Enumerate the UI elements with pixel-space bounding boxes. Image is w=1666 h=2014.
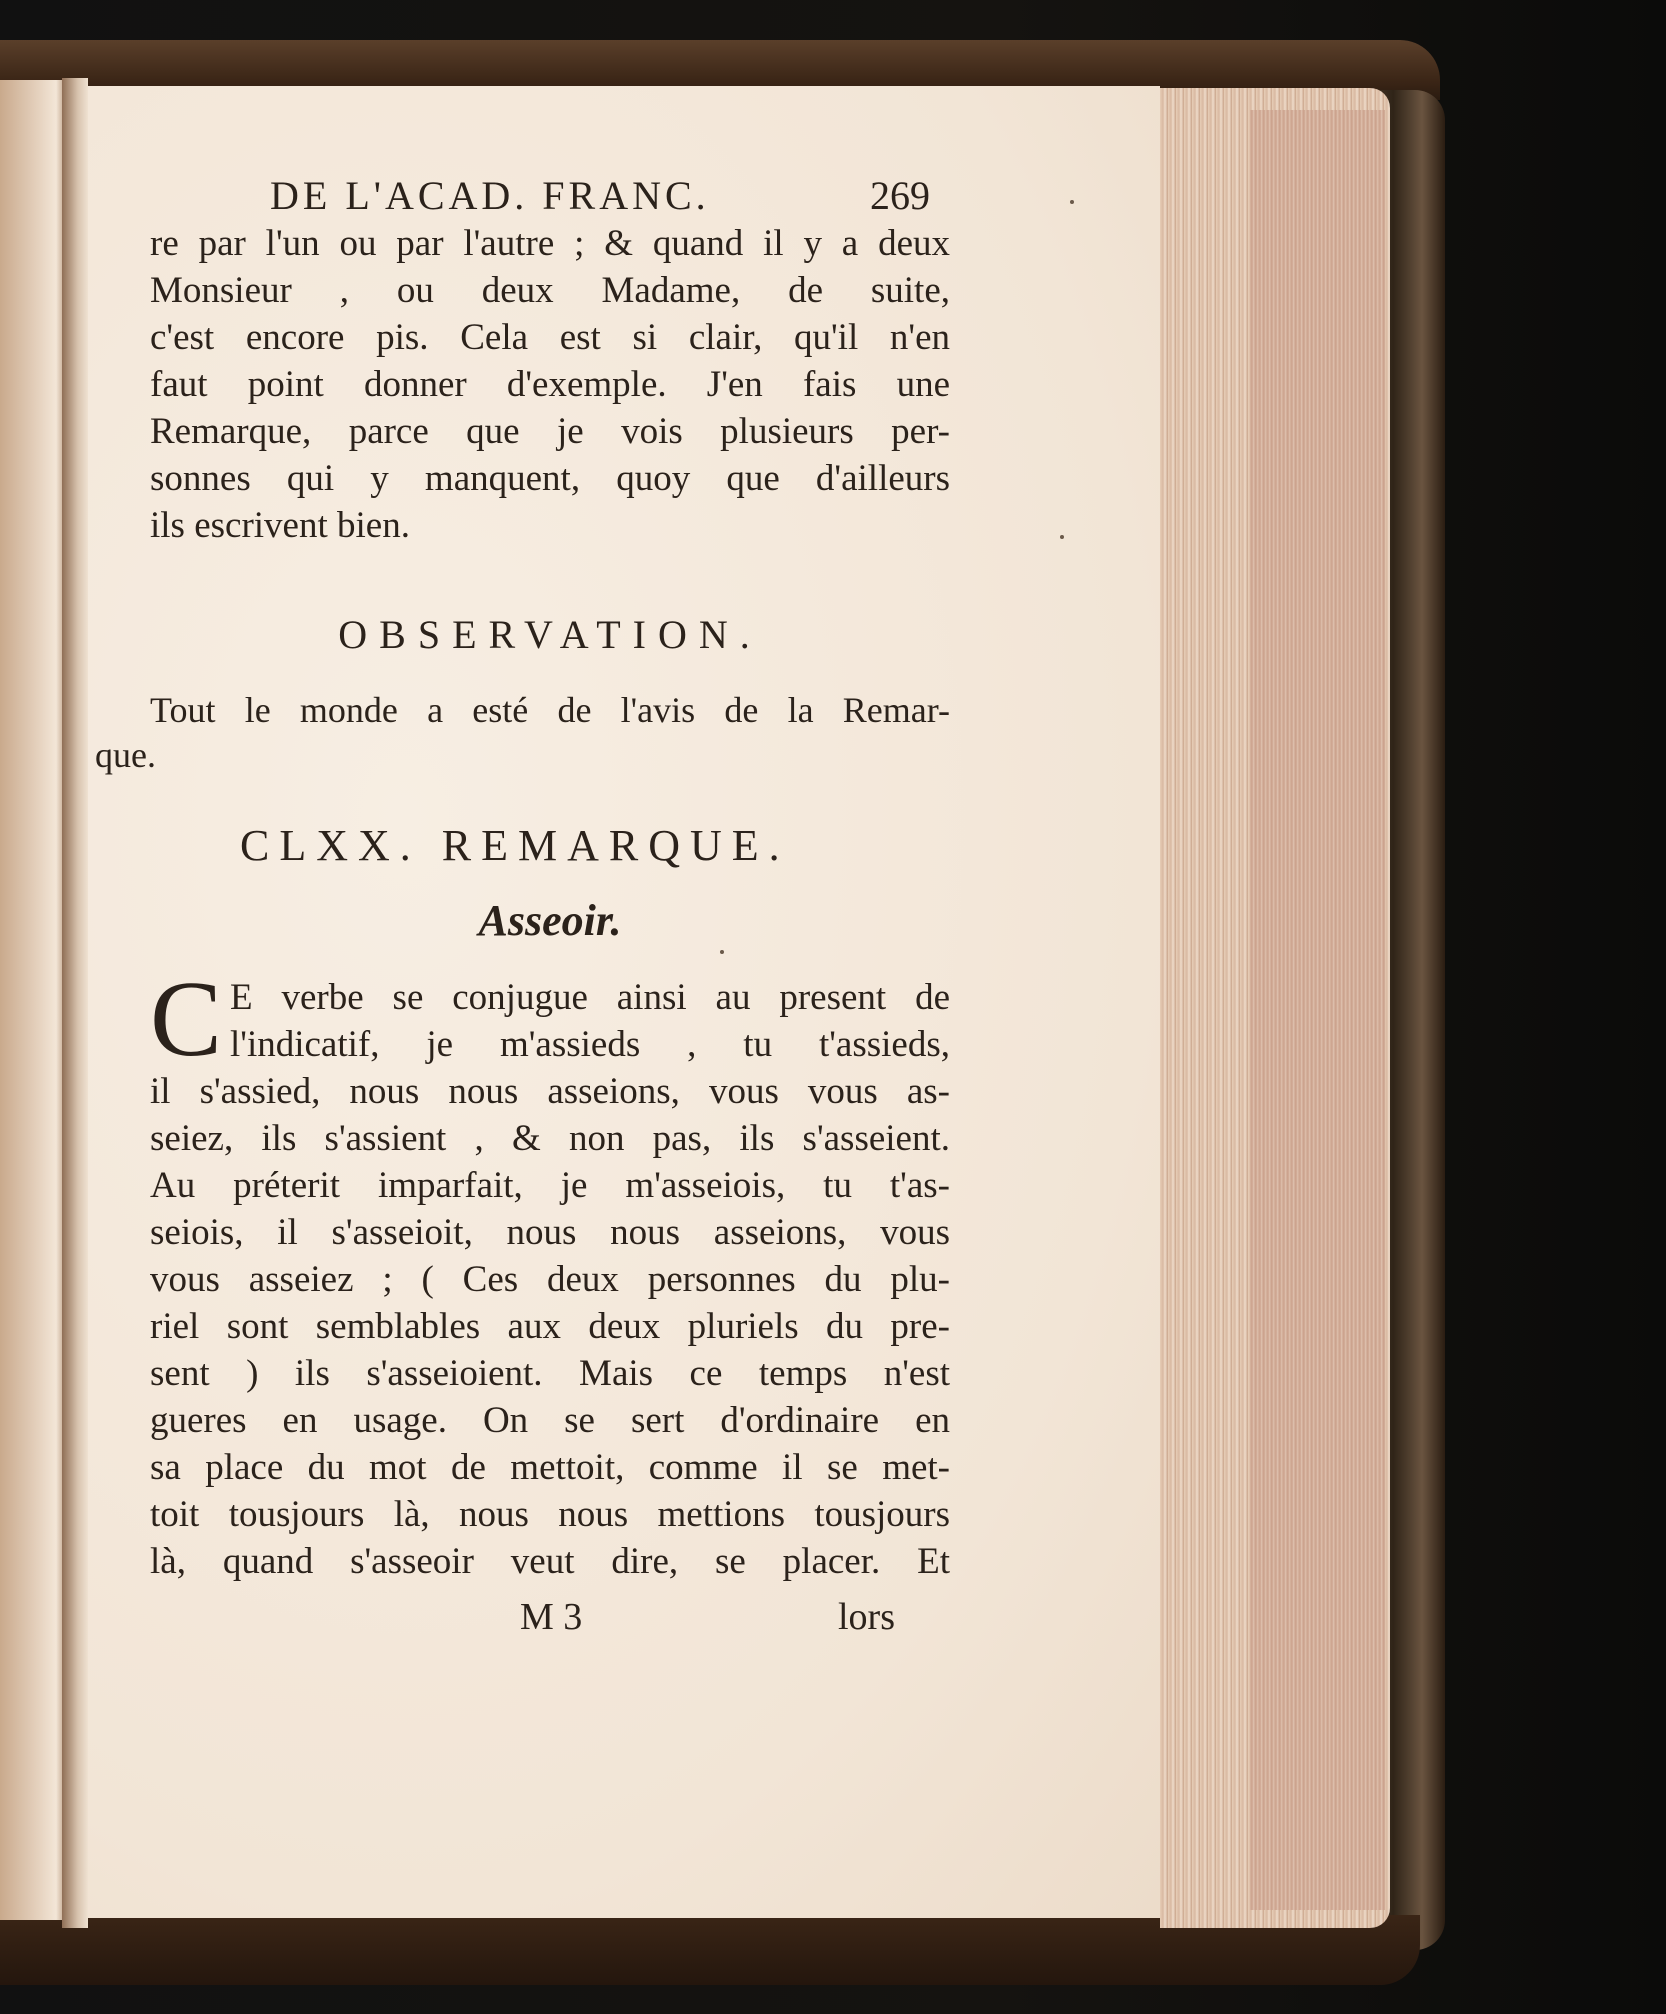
text-line: vous asseiez ; ( Ces deux personnes du plu- — [150, 1259, 950, 1300]
page-number: 269 — [870, 173, 930, 218]
page-block-sprinkled-edge — [1250, 110, 1385, 1910]
text-line: Remarque, parce que je vois plusieurs per- — [150, 411, 950, 452]
text-line: l'indicatif, je m'assieds , tu t'assieds, — [230, 1024, 950, 1065]
remarque-heading: CLXX. REMARQUE. — [240, 821, 790, 870]
text-line: riel sont semblables aux deux pluriels du pre- — [150, 1306, 950, 1347]
text-line: sonnes qui y manquent, quoy que d'ailleurs — [150, 458, 950, 499]
drop-cap: C — [150, 960, 223, 1079]
text-line: Monsieur , ou deux Madame, de suite, — [150, 270, 950, 311]
running-head: DE L'ACAD. FRANC. — [270, 173, 710, 218]
page-header — [150, 150, 950, 220]
text-line: il s'assied, nous nous asseions, vous vous as- — [150, 1071, 950, 1112]
signature-mark: M 3 — [520, 1596, 583, 1638]
text-line: re par l'un ou par l'autre ; & quand il y a deux — [150, 223, 950, 264]
intro-paragraph — [150, 220, 950, 549]
text-line: toit tousjours là, nous nous mettions tousjours — [150, 1494, 950, 1535]
catchword: lors — [838, 1596, 895, 1638]
text-line: E verbe se conjugue ainsi au present de — [230, 977, 950, 1018]
entry-paragraph — [150, 974, 950, 1585]
text-line: seiois, il s'asseioit, nous nous asseions, vous — [150, 1212, 950, 1253]
text-line: Au préterit imparfait, je m'asseiois, tu t'as- — [150, 1165, 950, 1206]
book-gutter — [62, 78, 88, 1928]
observation-heading: OBSERVATION. — [338, 612, 762, 657]
text-line: que. — [95, 735, 156, 775]
page-text — [95, 150, 950, 1653]
text-line: sent ) ils s'asseioient. Mais ce temps n'est — [150, 1353, 950, 1394]
paper-speck — [720, 950, 724, 954]
text-line: faut point donner d'exemple. J'en fais une — [150, 364, 950, 405]
text-line: ils escrivent bien. — [150, 505, 410, 546]
entry-word-heading: Asseoir. — [478, 896, 622, 945]
text-line: c'est encore pis. Cela est si clair, qu'il n'en — [150, 317, 950, 358]
page-footer — [150, 1593, 950, 1653]
text-line: là, quand s'asseoir veut dire, se placer. Et — [150, 1541, 950, 1582]
entry-body — [150, 960, 950, 1585]
text-line: sa place du mot de mettoit, comme il se met- — [150, 1447, 950, 1488]
observation-paragraph — [95, 688, 950, 778]
paper-speck — [1060, 535, 1064, 539]
text-line: Tout le monde a esté de l'avis de la Remar- — [150, 690, 950, 730]
text-line: gueres en usage. On se sert d'ordinaire en — [150, 1400, 950, 1441]
paper-speck — [1070, 200, 1074, 204]
text-line: seiez, ils s'assient , & non pas, ils s'asseient. — [150, 1118, 950, 1159]
left-page-edge — [0, 80, 66, 1920]
